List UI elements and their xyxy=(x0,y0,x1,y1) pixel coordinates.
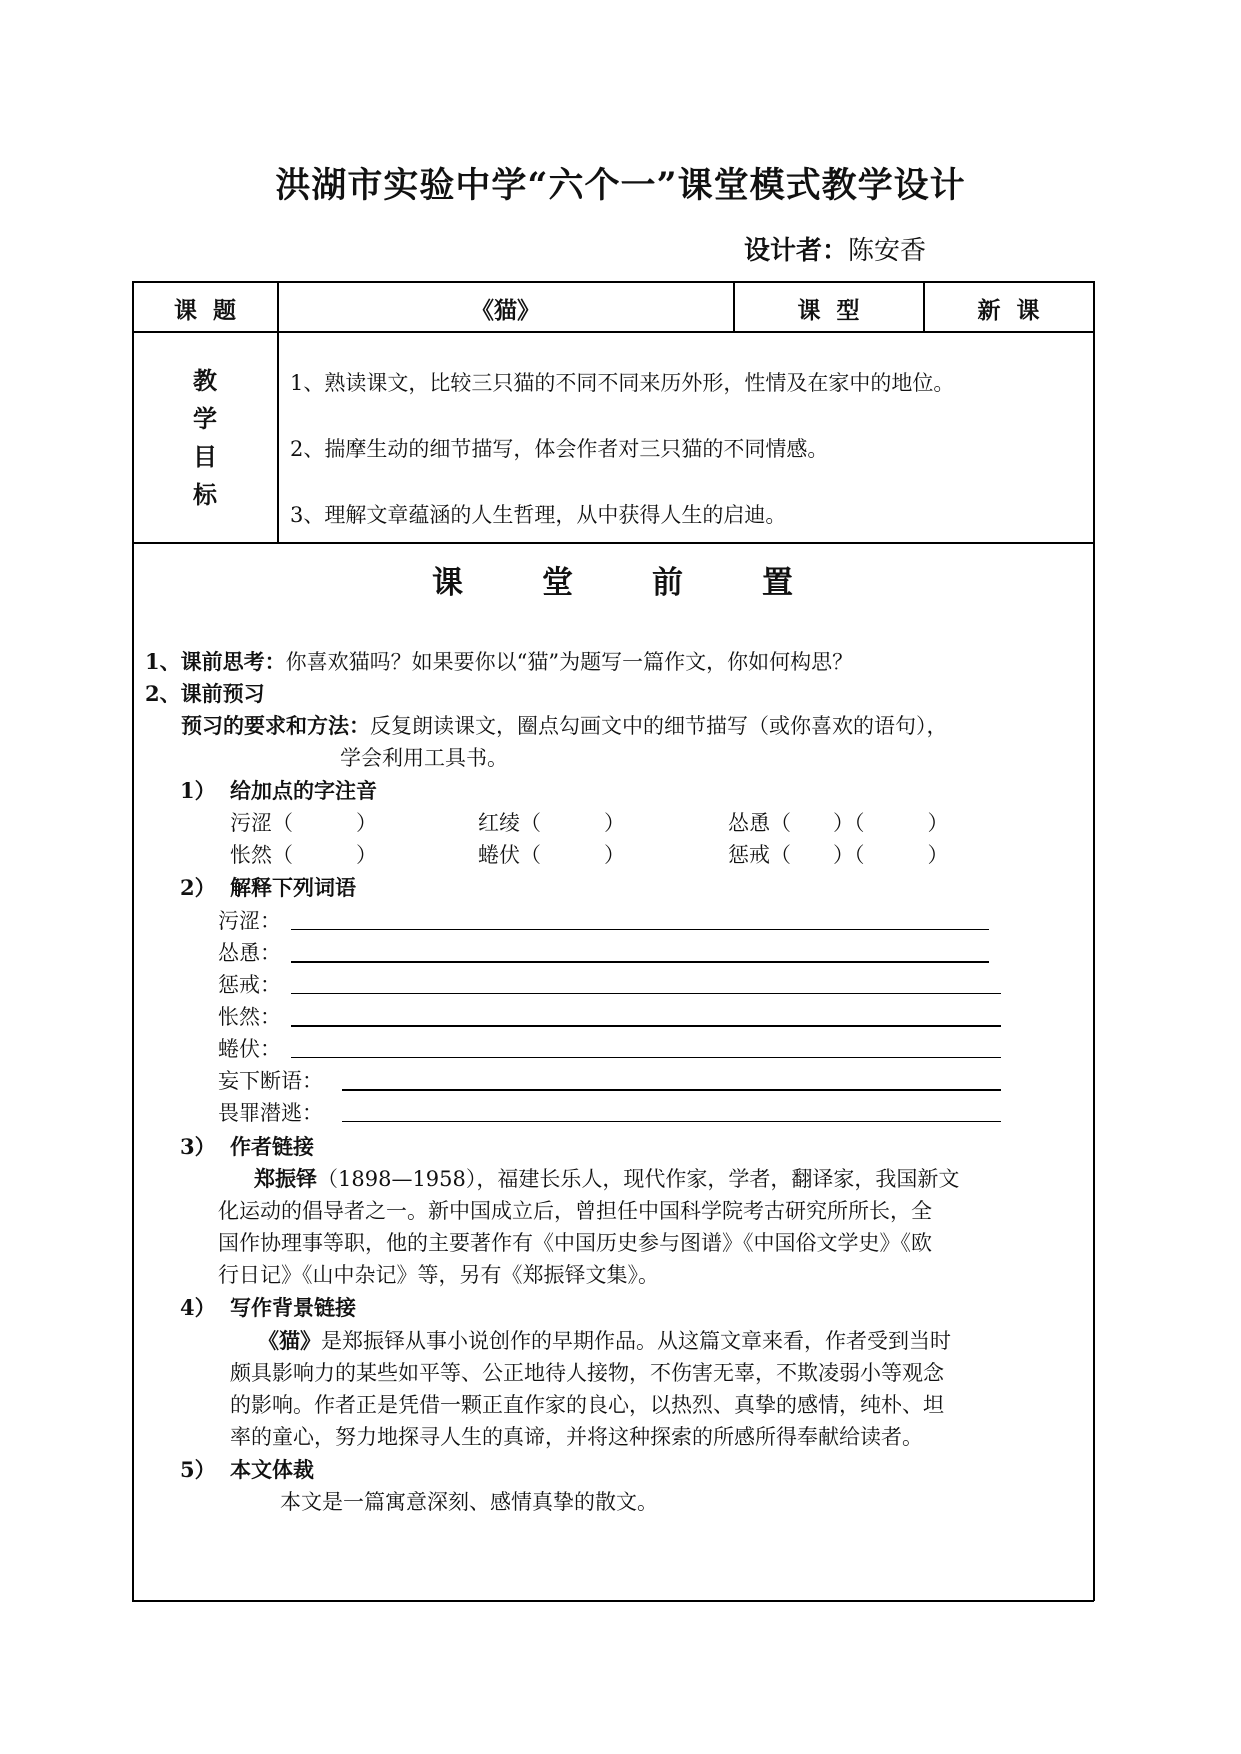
sub2-title: 解释下列词语 xyxy=(230,875,356,900)
sub2-number: 2） xyxy=(180,875,216,900)
background-work-title: 《猫》 xyxy=(258,1328,321,1353)
designer-label: 设计者： xyxy=(744,236,849,266)
pinyin-item: 蜷伏（ ） xyxy=(478,843,625,867)
objective-item: 1、熟读课文，比较三只猫的不同不同来历外形，性情及在家中的地位。 xyxy=(290,371,955,395)
pinyin-item: 红绫（ ） xyxy=(478,811,625,835)
term-label: 蜷伏： xyxy=(218,1037,281,1061)
author-para-line xyxy=(254,1163,959,1193)
method-label: 预习的要求和方法： xyxy=(181,713,370,738)
answer-line[interactable] xyxy=(342,1121,1001,1122)
sub3-title: 作者链接 xyxy=(230,1134,314,1159)
table-border-right xyxy=(1093,281,1095,1601)
q1-text: 你喜欢猫吗？如果要你以“猫”为题写一篇作文，你如何构思？ xyxy=(285,650,854,674)
objectives-label xyxy=(190,362,220,514)
page-title: 洪湖市实验中学“六个一”课堂模式教学设计 xyxy=(275,165,966,206)
q1-line xyxy=(145,646,853,676)
background-para-line: 颇具影响力的某些如平等、公正地待人接物，不伤害无辜，不欺凌弱小等观念 xyxy=(230,1361,944,1385)
sub4-title: 写作背景链接 xyxy=(230,1295,356,1320)
background-para-line: 率的童心，努力地探寻人生的真谛，并将这种探索的所感所得奉献给读者。 xyxy=(230,1425,923,1449)
answer-line[interactable] xyxy=(342,1089,1001,1091)
answer-line[interactable] xyxy=(291,993,1001,994)
type-value: 新 课 xyxy=(977,297,1040,324)
answer-line[interactable] xyxy=(291,929,989,930)
objectives-label-char: 教 xyxy=(193,366,217,395)
answer-line[interactable] xyxy=(291,1057,1001,1058)
genre-text: 本文是一篇寓意深刻、感情真挚的散文。 xyxy=(280,1490,658,1514)
author-para-line: 国作协理事等职，他的主要著作有《中国历史参与图谱》《中国俗文学史》《欧 xyxy=(218,1231,932,1255)
sub3-number: 3） xyxy=(180,1134,216,1159)
method-line xyxy=(181,710,948,740)
section-title-char: 前 xyxy=(652,565,683,601)
answer-line[interactable] xyxy=(291,961,989,963)
objectives-label-char: 目 xyxy=(193,442,217,471)
section-title-char: 置 xyxy=(762,565,793,601)
background-para-line: 的影响。作者正是凭借一颗正直作家的良心，以热烈、真挚的感情，纯朴、坦 xyxy=(230,1393,944,1417)
topic-label: 课 题 xyxy=(173,297,236,324)
type-label: 课 型 xyxy=(797,297,860,324)
topic-value: 《猫》 xyxy=(471,297,540,324)
table-border-bottom xyxy=(132,1600,1094,1602)
author-para-line: 行日记》《山中杂记》等，另有《郑振铎文集》。 xyxy=(218,1263,659,1287)
objective-item: 2、揣摩生动的细节描写，体会作者对三只猫的不同情感。 xyxy=(290,437,829,461)
answer-line[interactable] xyxy=(291,1025,1001,1027)
q2-label: 2、课前预习 xyxy=(145,681,265,706)
q1-label: 1、课前思考： xyxy=(145,649,286,674)
method-text: 反复朗读课文，圈点勾画文中的细节描写（或你喜欢的语句）， xyxy=(370,714,948,738)
table-border-left xyxy=(132,281,134,1601)
sub1-number: 1） xyxy=(180,778,216,803)
author-para-line: 化运动的倡导者之一。新中国成立后，曾担任中国科学院考古研究所所长，全 xyxy=(218,1199,932,1223)
objectives-label-char: 学 xyxy=(193,404,217,433)
pinyin-item: 惩戒（ ）（ ） xyxy=(728,843,949,867)
sub5-title: 本文体裁 xyxy=(230,1457,314,1482)
designer-line xyxy=(744,230,926,267)
sub5-number: 5） xyxy=(180,1457,216,1482)
term-label: 怂恿： xyxy=(218,941,281,965)
term-label: 惩戒： xyxy=(218,973,281,997)
background-text: 是郑振铎从事小说创作的早期作品。从这篇文章来看，作者受到当时 xyxy=(321,1329,951,1353)
method-text-2: 学会利用工具书。 xyxy=(340,746,508,770)
term-label: 怅然： xyxy=(218,1005,281,1029)
term-label: 污涩： xyxy=(218,909,281,933)
author-name: 郑振铎 xyxy=(254,1166,317,1191)
term-label: 妄下断语： xyxy=(218,1069,323,1093)
designer-name: 陈安香 xyxy=(848,236,927,266)
objective-item: 3、理解文章蕴涵的人生哲理，从中获得人生的启迪。 xyxy=(290,503,787,527)
term-label: 畏罪潜逃： xyxy=(218,1101,323,1125)
objectives-label-char: 标 xyxy=(193,480,217,509)
pinyin-item: 怅然（ ） xyxy=(230,843,377,867)
background-para-line xyxy=(258,1325,951,1355)
pinyin-item: 污涩（ ） xyxy=(230,811,377,835)
section-title-char: 课 xyxy=(432,565,463,601)
sub1-title: 给加点的字注音 xyxy=(230,778,377,803)
author-text: （1898—1958），福建长乐人，现代作家，学者，翻译家，我国新文 xyxy=(317,1167,960,1191)
sub4-number: 4） xyxy=(180,1295,216,1320)
pinyin-item: 怂恿（ ）（ ） xyxy=(728,811,949,835)
section-title-char: 堂 xyxy=(542,565,573,601)
